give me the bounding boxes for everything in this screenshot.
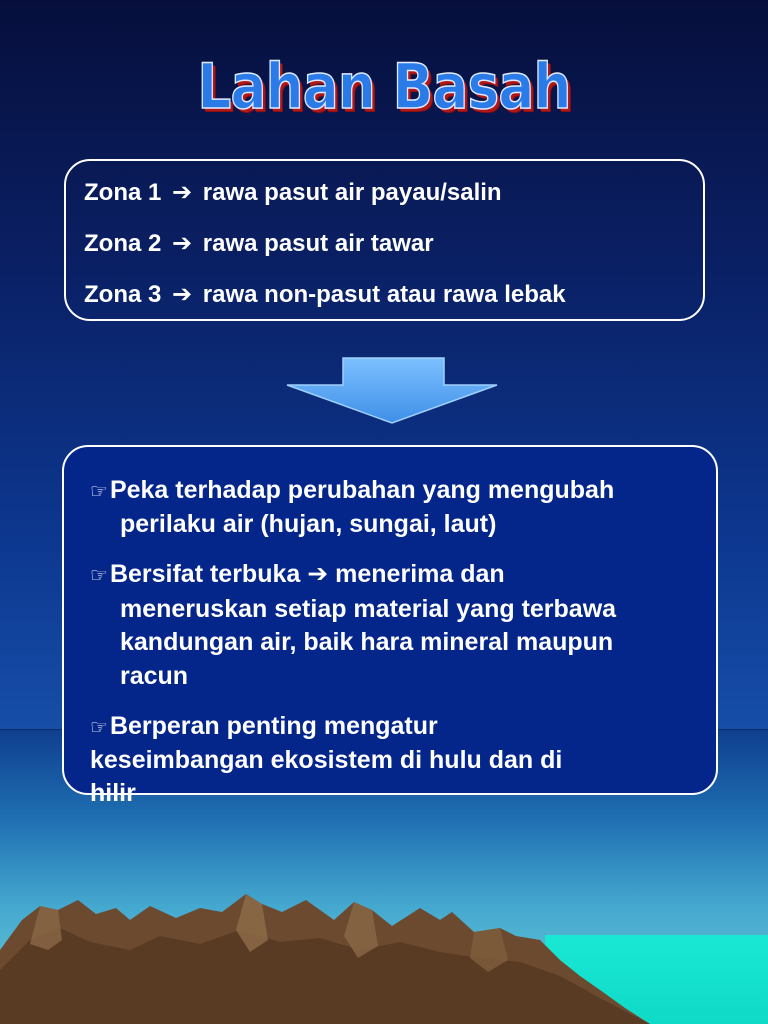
pointing-hand-icon: ☞ [90, 717, 108, 739]
zone-label: Zona 1 [84, 179, 162, 206]
zone-description: rawa non-pasut atau rawa lebak [202, 281, 566, 308]
list-item: ☞Bersifat terbuka ➔ menerima dan [90, 560, 505, 588]
zone-item-1 [84, 178, 502, 207]
list-item: ☞Berperan penting mengatur [90, 712, 438, 740]
down-arrow-icon [286, 357, 498, 425]
zones-box [64, 159, 705, 321]
zone-description: rawa pasut air tawar [202, 230, 434, 257]
arrow-right-icon: ➔ [307, 560, 329, 588]
pointing-hand-icon: ☞ [90, 565, 108, 587]
zone-item-3 [84, 280, 566, 309]
zone-item-2 [84, 229, 434, 258]
zone-description: rawa pasut air payau/salin [202, 179, 502, 206]
arrow-right-icon: ➔ [172, 230, 193, 257]
list-item-continuation: racun [120, 662, 189, 690]
mountain-range-illustration [0, 880, 768, 1024]
zone-label: Zona 2 [84, 230, 162, 257]
list-item-continuation: keseimbangan ekosistem di hulu dan di [90, 746, 563, 774]
slide-title: Lahan Basah [197, 50, 571, 123]
list-item-continuation: perilaku air (hujan, sungai, laut) [120, 510, 497, 538]
list-item-continuation: kandungan air, baik hara mineral maupun [120, 628, 614, 656]
zone-label: Zona 3 [84, 281, 162, 308]
list-item: ☞Peka terhadap perubahan yang mengubah [90, 476, 615, 504]
list-item-continuation: hilir [90, 779, 136, 807]
arrow-right-icon: ➔ [172, 179, 193, 206]
arrow-right-icon: ➔ [172, 281, 193, 308]
list-item-continuation: meneruskan setiap material yang terbawa [120, 595, 617, 623]
characteristics-box [62, 445, 718, 807]
pointing-hand-icon: ☞ [90, 481, 108, 503]
